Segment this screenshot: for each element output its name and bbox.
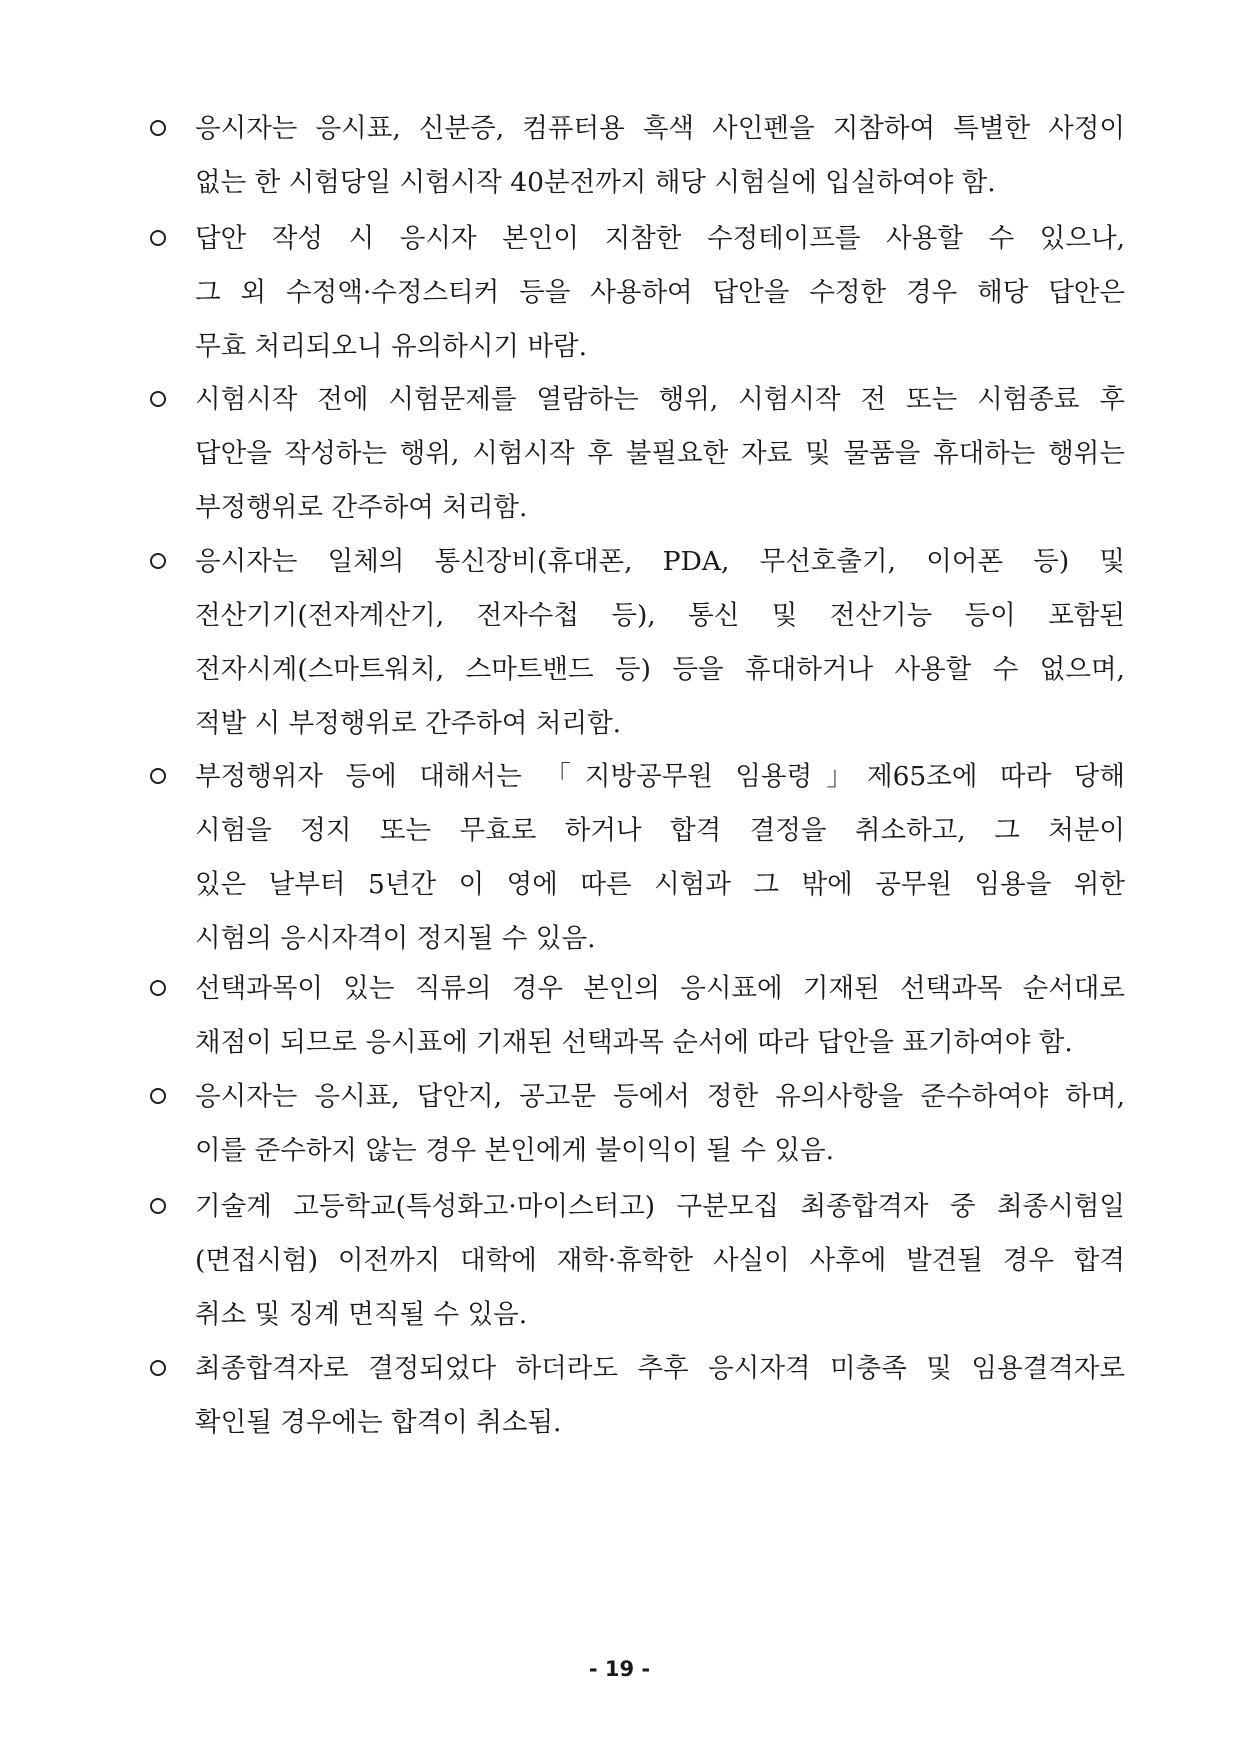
text-line: 그 외 수정액·수정스티커 등을 사용하여 답안을 수정한 경우 해당 답안은 [195, 277, 1125, 308]
circle-bullet-icon [150, 1360, 166, 1376]
circle-bullet-icon [150, 391, 166, 407]
circle-bullet-icon [150, 1198, 166, 1214]
text-line: (면접시험) 이전까지 대학에 재학·휴학한 사실이 사후에 발견될 경우 합격 [195, 1245, 1125, 1276]
text-line: 취소 및 징계 면직될 수 있음. [195, 1299, 528, 1330]
text-line: 있은 날부터 5년간 이 영에 따른 시험과 그 밖에 공무원 임용을 위한 [195, 869, 1125, 900]
text-line: 전산기기(전자계산기, 전자수첩 등), 통신 및 전산기능 등이 포함된 [195, 600, 1125, 631]
text-line: 최종합격자로 결정되었다 하더라도 추후 응시자격 미충족 및 임용결격자로 [195, 1353, 1125, 1384]
circle-bullet-icon [150, 120, 166, 136]
page-number: - 19 - [588, 1657, 651, 1681]
text-line: 무효 처리되오니 유의하시기 바람. [195, 331, 588, 362]
text-line: 응시자는 일체의 통신장비(휴대폰, PDA, 무선호출기, 이어폰 등) 및 [195, 546, 1125, 577]
text-line: 전자시계(스마트워치, 스마트밴드 등) 등을 휴대하거나 사용할 수 없으며, [195, 654, 1125, 685]
circle-bullet-icon [150, 230, 166, 246]
text-line: 기술계 고등학교(특성화고·마이스터고) 구분모집 최종합격자 중 최종시험일 [195, 1191, 1125, 1222]
text-line: 답안 작성 시 응시자 본인이 지참한 수정테이프를 사용할 수 있으나, [195, 223, 1125, 254]
text-line: 응시자는 응시표, 신분증, 컴퓨터용 흑색 사인펜을 지참하여 특별한 사정이 [195, 113, 1125, 144]
circle-bullet-icon [150, 768, 166, 784]
circle-bullet-icon [150, 553, 166, 569]
text-line: 부정행위자 등에 대해서는 「지방공무원 임용령」제65조에 따라 당해 [195, 761, 1125, 792]
circle-bullet-icon [150, 980, 166, 996]
text-line: 답안을 작성하는 행위, 시험시작 후 불필요한 자료 및 물품을 휴대하는 행위는 [195, 438, 1125, 469]
text-line: 채점이 되므로 응시표에 기재된 선택과목 순서에 따라 답안을 표기하여야 함. [195, 1027, 1073, 1058]
text-line: 시험시작 전에 시험문제를 열람하는 행위, 시험시작 전 또는 시험종료 후 [195, 384, 1125, 415]
text-line: 시험을 정지 또는 무효로 하거나 합격 결정을 취소하고, 그 처분이 [195, 815, 1125, 846]
text-line: 부정행위로 간주하여 처리함. [195, 492, 528, 523]
text-line: 시험의 응시자격이 정지될 수 있음. [195, 923, 596, 954]
text-line: 응시자는 응시표, 답안지, 공고문 등에서 정한 유의사항을 준수하여야 하며, [195, 1081, 1125, 1112]
text-line: 선택과목이 있는 직류의 경우 본인의 응시표에 기재된 선택과목 순서대로 [195, 973, 1125, 1004]
text-line: 없는 한 시험당일 시험시작 40분전까지 해당 시험실에 입실하여야 함. [195, 167, 996, 198]
text-line: 확인될 경우에는 합격이 취소됨. [195, 1407, 562, 1438]
text-line: 적발 시 부정행위로 간주하여 처리함. [195, 708, 622, 739]
text-line: 이를 준수하지 않는 경우 본인에게 불이익이 될 수 있음. [195, 1135, 834, 1166]
circle-bullet-icon [150, 1088, 166, 1104]
